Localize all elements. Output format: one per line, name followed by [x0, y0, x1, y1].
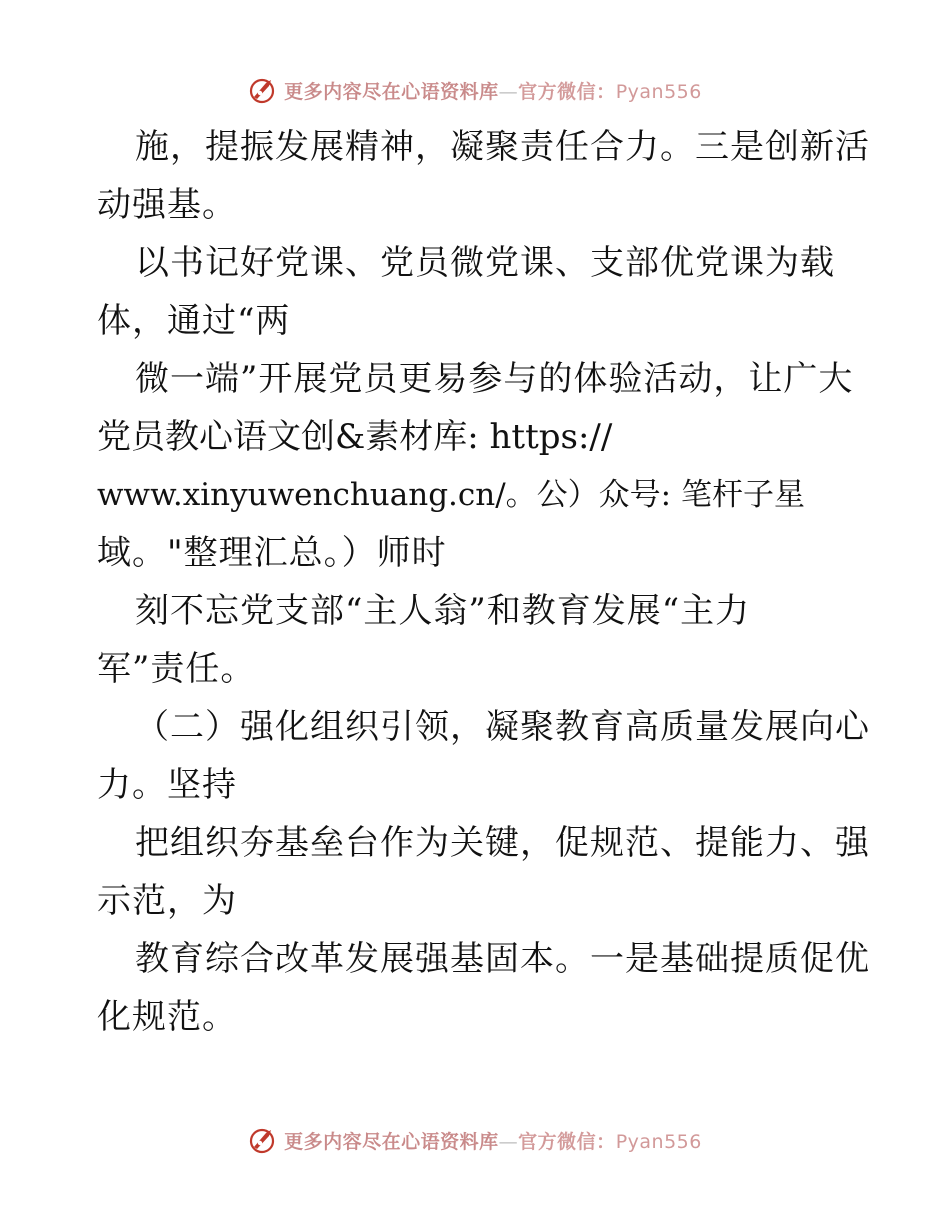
text-line: （二）强化组织引领，凝聚教育高质量发展向心 [135, 707, 870, 747]
banner-separator: — [498, 1130, 519, 1153]
text-line: 动强基。 [97, 185, 237, 225]
footer-banner [0, 1120, 950, 1160]
text-line: 化规范。 [97, 997, 237, 1037]
text-line: 微一端”开展党员更易参与的体验活动，让广大 [135, 359, 854, 399]
text-line: 施，提振发展精神，凝聚责任合力。三是创新活 [135, 127, 870, 167]
banner-main: 更多内容尽在心语资料库 [284, 80, 499, 103]
banner-text [284, 77, 702, 104]
text-line: 刻不忘党支部“主人翁”和教育发展“主力 [135, 591, 751, 631]
banner-separator: — [498, 80, 519, 103]
text-line: 党员教心语文创&素材库: https:// [97, 417, 613, 457]
pen-logo-icon [248, 1125, 278, 1155]
text-line: 体，通过“两 [97, 301, 291, 341]
header-banner [0, 70, 950, 110]
banner-main: 更多内容尽在心语资料库 [284, 1130, 499, 1153]
text-line: 力。坚持 [97, 765, 237, 805]
text-line: 以书记好党课、党员微党课、支部优党课为载 [135, 243, 835, 283]
text-line: 把组织夯基垒台作为关键，促规范、提能力、强 [135, 823, 870, 863]
banner-wechat-label: 官方微信： [518, 1130, 616, 1153]
banner-wechat-label: 官方微信： [518, 80, 616, 103]
text-line: www.xinyuwenchuang.cn/。公）众号: 笔杆子星 [97, 477, 805, 513]
text-line: 域。"整理汇总。）师时 [97, 533, 447, 573]
text-line: 教育综合改革发展强基固本。一是基础提质促优 [135, 939, 870, 979]
document-body [97, 118, 887, 1046]
banner-text [284, 1127, 702, 1154]
banner-wechat-id: Pyan556 [615, 1130, 702, 1153]
pen-logo-icon [248, 75, 278, 105]
banner-wechat-id: Pyan556 [615, 80, 702, 103]
text-line: 示范，为 [97, 881, 237, 921]
text-line: 军”责任。 [97, 649, 256, 689]
